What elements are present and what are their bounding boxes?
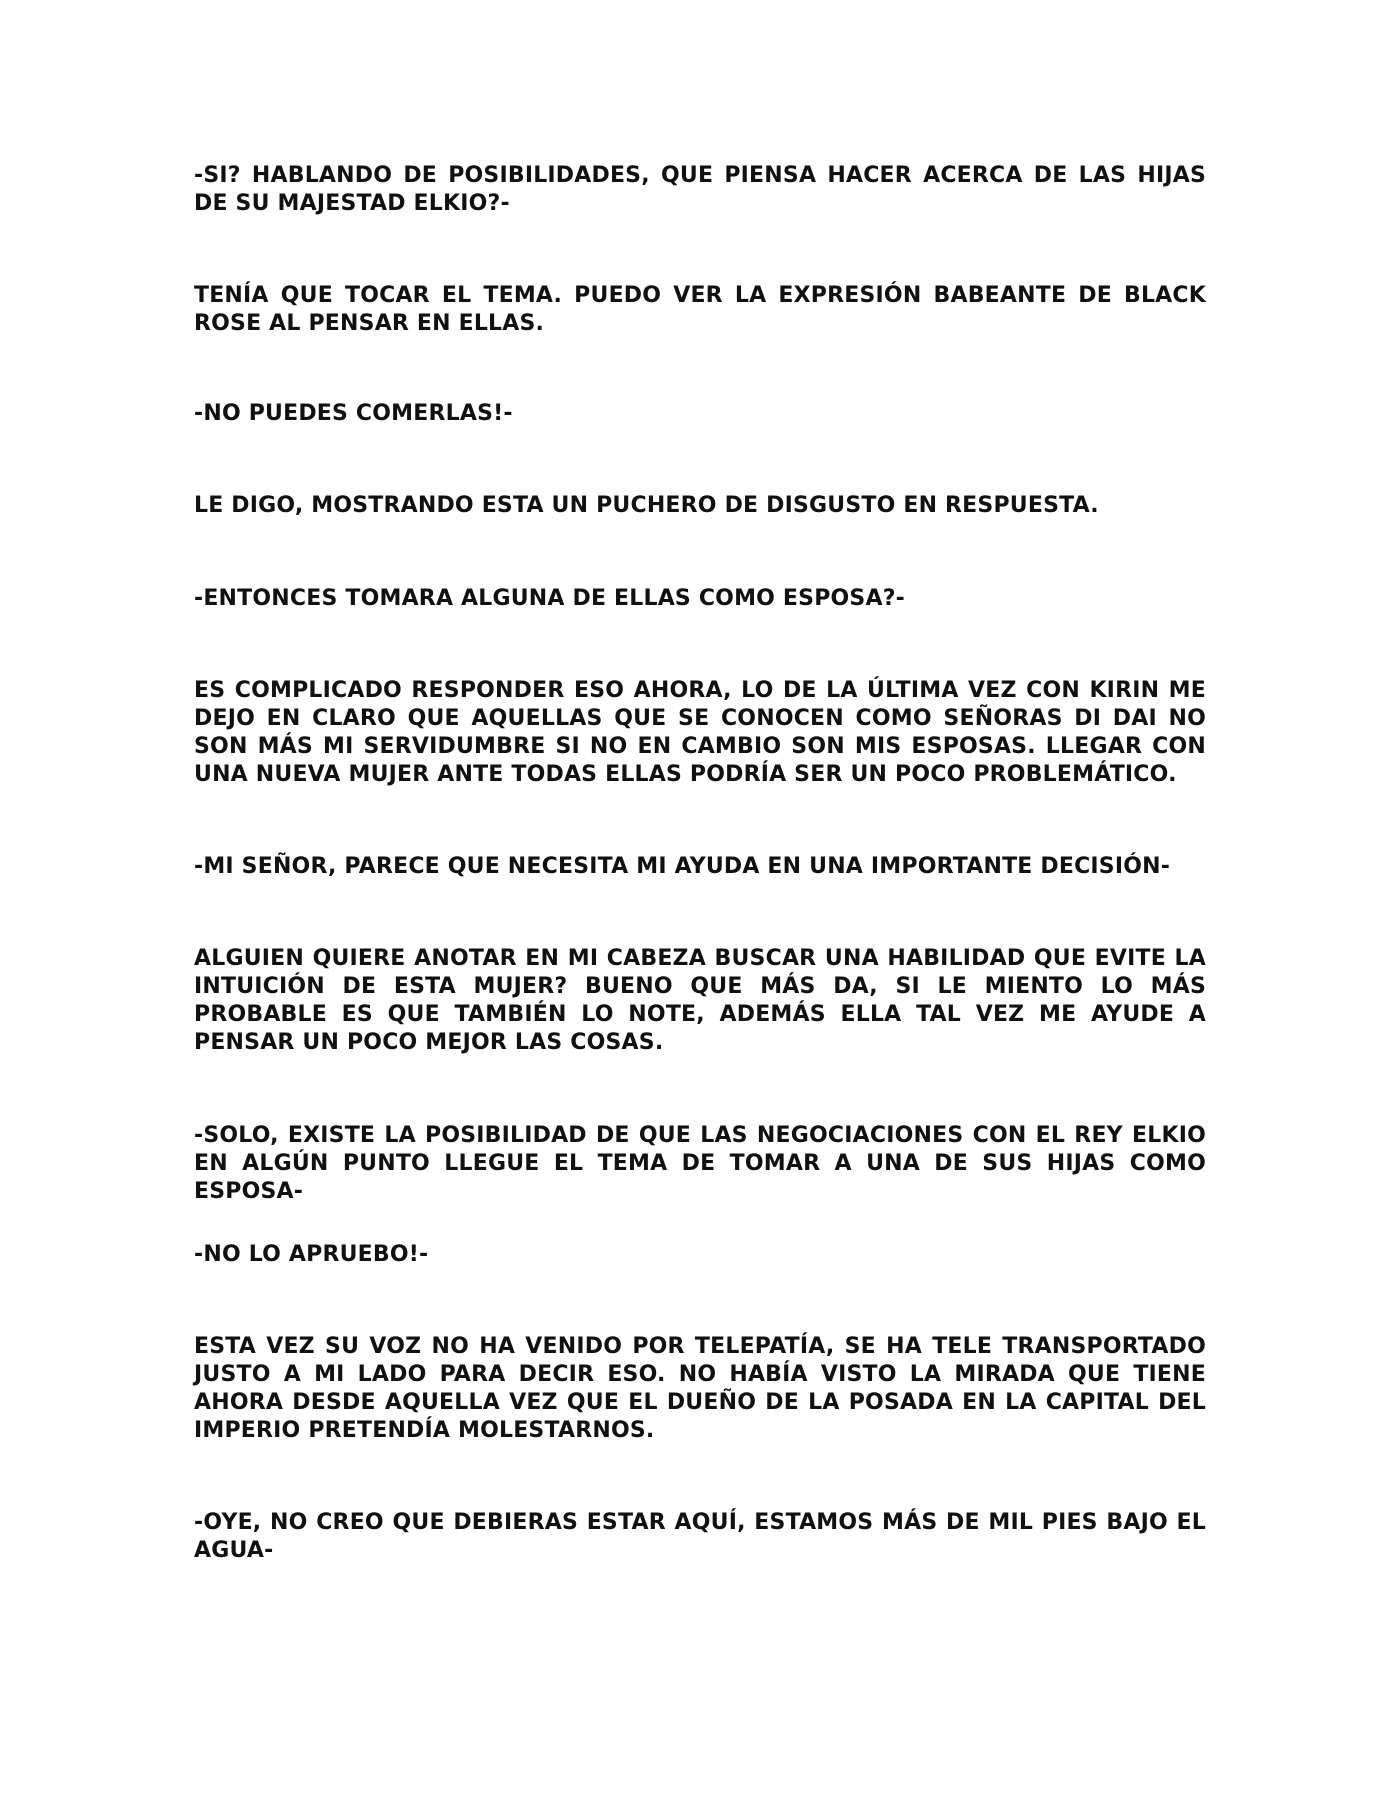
narration-paragraph: ES COMPLICADO RESPONDER ESO AHORA, LO DE LA ÚLTIMA VEZ CON KIRIN ME DEJO EN CLARO QUE AQUELLAS QUE SE CONOCEN COMO SEÑORAS DI DAI NO SON MÁS MI SERVIDUMBRE SI NO EN CAMBIO SON MIS ESPOSAS. LLEGAR CON UNA NUEVA MUJER ANTE TODAS ELLAS PODRÍA SER UN POCO PROBLEMÁTICO. [194,678,1206,787]
narration-paragraph: TENÍA QUE TOCAR EL TEMA. PUEDO VER LA EXPRESIÓN BABEANTE DE BLACK ROSE AL PENSAR EN ELLAS. [194,283,1206,336]
dialogue-paragraph: -NO PUEDES COMERLAS!- [194,401,513,426]
dialogue-paragraph: -ENTONCES TOMARA ALGUNA DE ELLAS COMO ESPOSA?- [194,586,905,611]
dialogue-paragraph: -SI? HABLANDO DE POSIBILIDADES, QUE PIENSA HACER ACERCA DE LAS HIJAS DE SU MAJESTAD ELKIO?- [194,163,1206,216]
narration-paragraph: ALGUIEN QUIERE ANOTAR EN MI CABEZA BUSCAR UNA HABILIDAD QUE EVITE LA INTUICIÓN DE ESTA MUJER? BUENO QUE MÁS DA, SI LE MIENTO LO MÁS PROBABLE ES QUE TAMBIÉN LO NOTE, ADEMÁS ELLA TAL VEZ ME AYUDE A PENSAR UN POCO MEJOR LAS COSAS. [194,946,1206,1055]
narration-paragraph: LE DIGO, MOSTRANDO ESTA UN PUCHERO DE DISGUSTO EN RESPUESTA. [194,493,1099,518]
dialogue-paragraph: -SOLO, EXISTE LA POSIBILIDAD DE QUE LAS NEGOCIACIONES CON EL REY ELKIO EN ALGÚN PUNTO LLEGUE EL TEMA DE TOMAR A UNA DE SUS HIJAS COMO ESPOSA- [194,1123,1206,1204]
narration-paragraph: ESTA VEZ SU VOZ NO HA VENIDO POR TELEPATÍA, SE HA TELE TRANSPORTADO JUSTO A MI LADO PARA DECIR ESO. NO HABÍA VISTO LA MIRADA QUE TIENE AHORA DESDE AQUELLA VEZ QUE EL DUEÑO DE LA POSADA EN LA CAPITAL DEL IMPERIO PRETENDÍA MOLESTARNOS. [194,1334,1206,1443]
dialogue-paragraph: -OYE, NO CREO QUE DEBIERAS ESTAR AQUÍ, ESTAMOS MÁS DE MIL PIES BAJO EL AGUA- [194,1510,1206,1563]
dialogue-paragraph: -NO LO APRUEBO!- [194,1242,429,1267]
dialogue-paragraph: -MI SEÑOR, PARECE QUE NECESITA MI AYUDA EN UNA IMPORTANTE DECISIÓN- [194,854,1171,879]
